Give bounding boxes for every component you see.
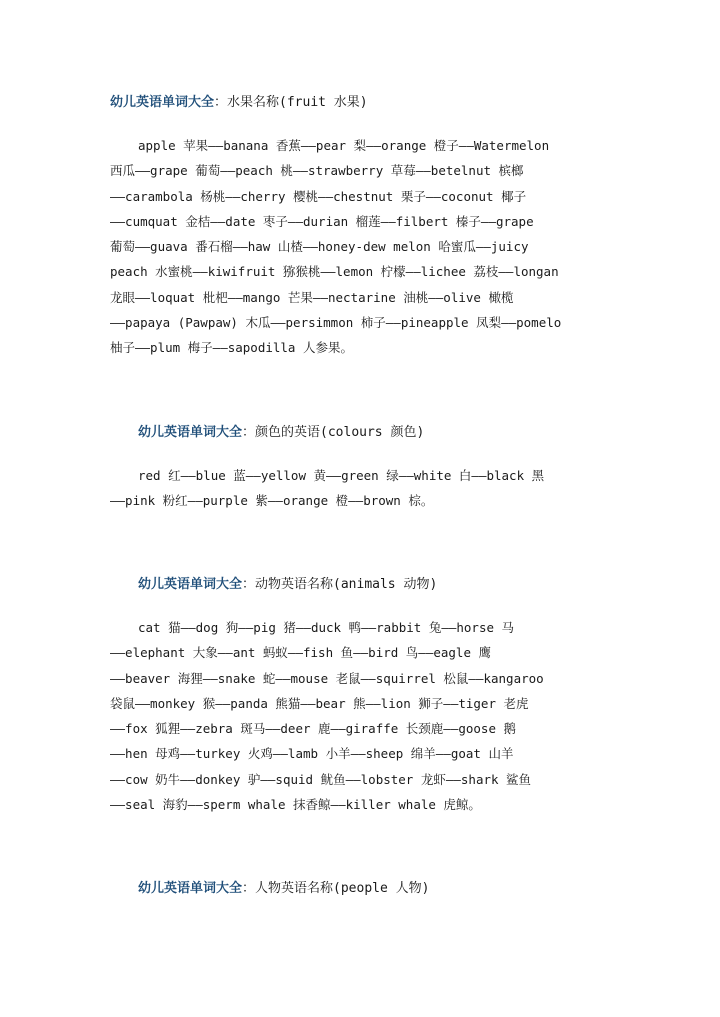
paragraph-line: cat 猫——dog 狗——pig 猪——duck 鸭——rabbit 兔——horse 马: [138, 620, 515, 635]
paragraph-line: 龙眼——loquat 枇杷——mango 芒果——nectarine 油桃——olive 橄榄: [110, 289, 514, 305]
paragraph-line: ——pink 粉红——purple 紫——orange 橙——brown 棕。: [110, 493, 434, 509]
paragraph-animals: [110, 615, 615, 817]
paragraph-line: ——cow 奶牛——donkey 驴——squid 鱿鱼——lobster 龙虾——shark 鲨鱼: [110, 771, 532, 787]
section-heading-animals: [138, 576, 437, 594]
paragraph-line: ——hen 母鸡——turkey 火鸡——lamb 小羊——sheep 绵羊——goat 山羊: [110, 746, 514, 762]
paragraph-line: apple 苹果——banana 香蕉——pear 梨——orange 橙子——Watermelon: [138, 138, 550, 153]
paragraph-line: red 红——blue 蓝——yellow 黄——green 绿——white 白——black 黑: [138, 468, 545, 483]
heading-label: 幼儿英语单词大全: [138, 881, 243, 896]
paragraph-fruit: [110, 133, 615, 361]
paragraph-line: ——seal 海豹——sperm whale 抹香鲸——killer whale 虎鲸。: [110, 797, 481, 813]
paragraph-colours: [110, 463, 615, 514]
paragraph-line: ——cumquat 金桔——date 枣子——durian 榴莲——filbert 榛子——grape: [110, 213, 534, 229]
heading-label: 幼儿英语单词大全: [138, 425, 243, 440]
heading-label: 幼儿英语单词大全: [110, 95, 215, 110]
paragraph-line: 西瓜——grape 葡萄——peach 桃——strawberry 草莓——betelnut 槟榔: [110, 163, 524, 179]
heading-topic: ：人物英语名称(people 人物): [242, 881, 430, 896]
section-heading-people: [138, 880, 429, 898]
heading-topic: ：动物英语名称(animals 动物): [242, 577, 438, 592]
paragraph-line: 葡萄——guava 番石榴——haw 山楂——honey-dew melon 哈蜜瓜——juicy: [110, 239, 529, 255]
paragraph-line: peach 水蜜桃——kiwifruit 猕猴桃——lemon 柠檬——lichee 荔枝——longan: [110, 264, 559, 280]
section-heading-fruit: [110, 94, 368, 112]
paragraph-line: ——elephant 大象——ant 蚂蚁——fish 鱼——bird 鸟——eagle 鹰: [110, 645, 492, 661]
section-heading-colours: [138, 424, 424, 442]
heading-topic: ：颜色的英语(colours 颜色): [242, 425, 425, 440]
paragraph-line: ——beaver 海狸——snake 蛇——mouse 老鼠——squirrel 松鼠——kangaroo: [110, 670, 544, 686]
paragraph-line: ——carambola 杨桃——cherry 樱桃——chestnut 栗子——coconut 椰子: [110, 188, 527, 204]
paragraph-line: ——papaya (Pawpaw) 木瓜——persimmon 柿子——pineapple 凤梨——pomelo: [110, 315, 562, 331]
heading-label: 幼儿英语单词大全: [138, 577, 243, 592]
heading-topic: ：水果名称(fruit 水果): [214, 95, 368, 110]
paragraph-line: 柚子——plum 梅子——sapodilla 人参果。: [110, 340, 353, 356]
paragraph-line: 袋鼠——monkey 猴——panda 熊猫——bear 熊——lion 狮子——tiger 老虎: [110, 695, 529, 711]
paragraph-line: ——fox 狐狸——zebra 斑马——deer 鹿——giraffe 长颈鹿——goose 鹅: [110, 721, 517, 737]
